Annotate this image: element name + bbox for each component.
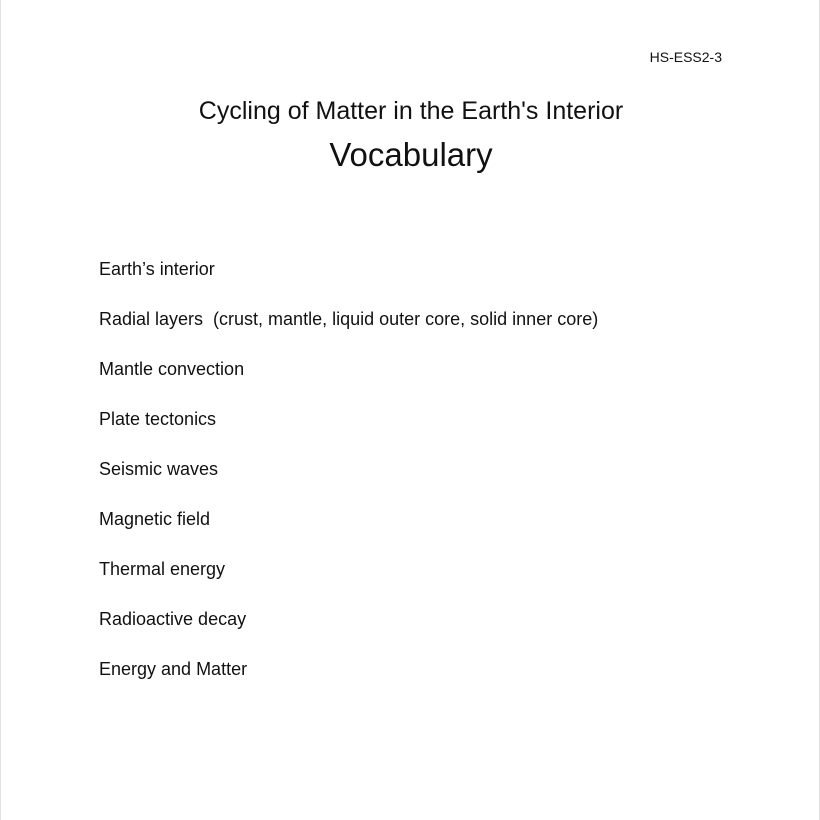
vocabulary-term-mantle-convection: Mantle convection (99, 359, 245, 379)
vocabulary-term-seismic-waves: Seismic waves (99, 459, 219, 479)
document-title: Cycling of Matter in the Earth's Interior (198, 97, 624, 125)
vocabulary-term-magnetic-field: Magnetic field (99, 509, 211, 529)
standard-code: HS-ESS2-3 (649, 49, 722, 65)
vocabulary-term-radioactive-decay: Radioactive decay (99, 609, 247, 629)
vocabulary-list (99, 257, 598, 707)
vocabulary-term-plate-tectonics: Plate tectonics (99, 409, 217, 429)
vocabulary-term-earths-interior: Earth’s interior (99, 259, 215, 279)
document-subtitle: Vocabulary (329, 136, 493, 173)
vocabulary-term-thermal-energy: Thermal energy (99, 559, 226, 579)
vocabulary-term-radial-layers: Radial layers (crust, mantle, liquid outer core, solid inner core) (99, 309, 599, 329)
vocabulary-term-energy-and-matter: Energy and Matter (99, 659, 248, 679)
